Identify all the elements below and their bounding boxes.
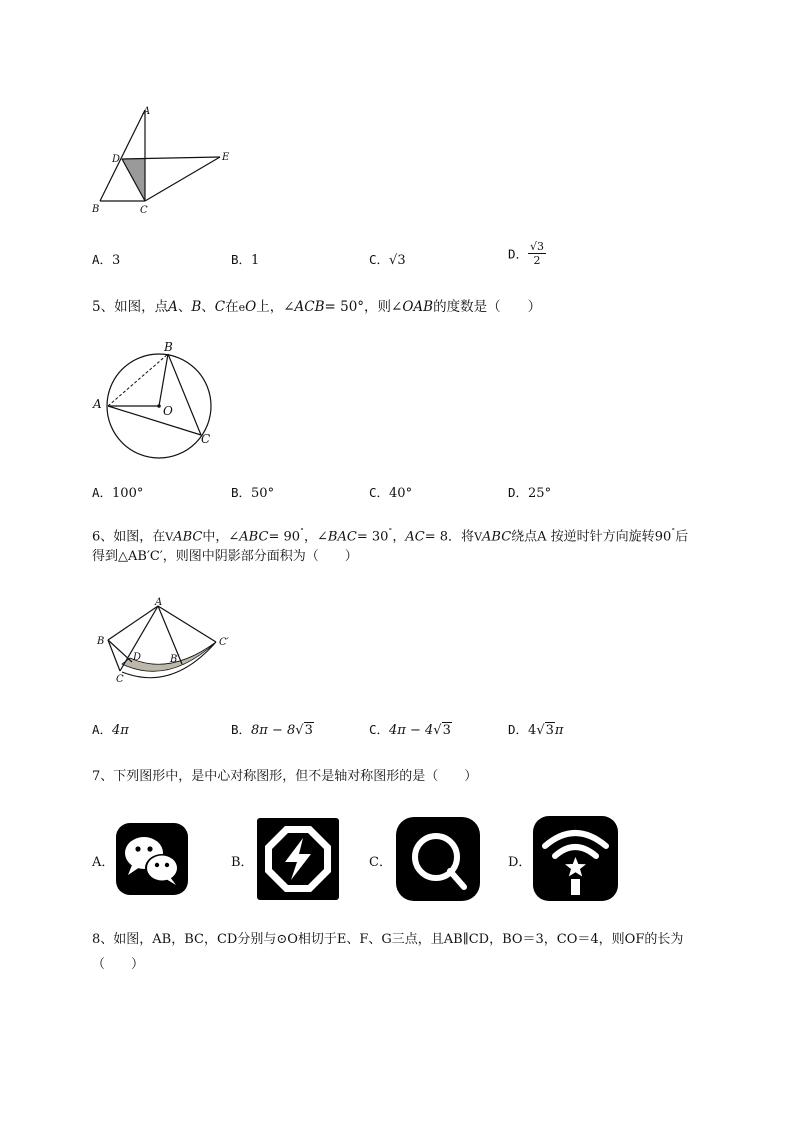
q7-option-a-label[interactable]: A． bbox=[92, 855, 115, 870]
q7-option-d-label[interactable]: D． bbox=[508, 855, 532, 870]
q6-option-c[interactable]: C．4π − 4√3 bbox=[369, 722, 451, 738]
q8-question-line2: （ ） bbox=[92, 957, 145, 972]
magnifier-q-icon[interactable] bbox=[396, 817, 480, 901]
q5-option-b[interactable]: B．50° bbox=[231, 485, 275, 501]
q4-label-A: A bbox=[143, 106, 151, 117]
q6-label-A: A bbox=[155, 597, 163, 608]
wifi-star-icon[interactable] bbox=[533, 816, 618, 901]
q4-option-d-fraction: $\frac{√3}{2}$ bbox=[530, 240, 545, 267]
q4-label-D: D bbox=[112, 154, 121, 165]
q5-option-c[interactable]: C．40° bbox=[369, 485, 413, 501]
q5-option-d[interactable]: D．25° bbox=[508, 485, 552, 501]
q6-option-b[interactable]: B．8π − 8√3 bbox=[231, 722, 313, 738]
q4-triangle-figure bbox=[88, 102, 248, 222]
q8-question-line1: 8、如图，AB，BC，CD分别与⊙O相切于E、F、G三点，且AB∥CD，BO＝3，CO＝4，则OF的长为 bbox=[92, 932, 684, 947]
q4-label-C: C bbox=[140, 205, 148, 216]
q6-question-line1: 6、如图，在VABC中，∠ABC= 90˚，∠BAC= 30˚，AC= 8．将VABC绕点A 按逆时针方向旋转90˚后 bbox=[92, 528, 689, 545]
q4-label-B: B bbox=[92, 204, 100, 215]
q6-question-line2: 得到△AB′C′，则图中阴影部分面积为（ ） bbox=[92, 549, 358, 564]
q6-rotation-figure bbox=[92, 596, 242, 686]
q6-label-Bprime: B′ bbox=[170, 654, 180, 665]
q4-option-d[interactable]: D． $\frac{√3}{2}$ bbox=[508, 240, 545, 267]
q4-option-a[interactable]: A．3 bbox=[92, 252, 121, 268]
q4-label-E: E bbox=[222, 152, 230, 163]
q5-option-a[interactable]: A．100° bbox=[92, 485, 144, 501]
q5-question-text: 5、如图，点A、B、C在eO上，∠ACB= 50°，则∠OAB的度数是（ ） bbox=[92, 299, 542, 315]
q7-option-c-label[interactable]: C． bbox=[369, 855, 392, 870]
chat-bubbles-icon[interactable] bbox=[116, 823, 188, 895]
q6-label-D: D bbox=[133, 652, 142, 663]
q6-option-d[interactable]: D．4√3π bbox=[508, 722, 564, 738]
q6-label-B: B bbox=[97, 636, 105, 647]
lightning-octagon-icon[interactable] bbox=[257, 818, 339, 900]
q5-label-C: C bbox=[201, 432, 211, 446]
q6-label-C: C bbox=[116, 674, 124, 685]
q7-question-text: 7、下列图形中，是中心对称图形，但不是轴对称图形的是（ ） bbox=[92, 769, 478, 784]
q5-label-B: B bbox=[164, 340, 173, 354]
q7-option-b-label[interactable]: B． bbox=[231, 855, 254, 870]
q5-label-A: A bbox=[93, 397, 102, 411]
q5-circle-figure bbox=[88, 336, 228, 460]
q4-option-c[interactable]: C．√3 bbox=[369, 252, 406, 268]
q6-label-Cprime: C′ bbox=[219, 637, 229, 648]
q4-option-b[interactable]: B．1 bbox=[231, 252, 260, 268]
q6-option-a[interactable]: A．4π bbox=[92, 722, 129, 738]
q5-label-O: O bbox=[163, 404, 173, 418]
